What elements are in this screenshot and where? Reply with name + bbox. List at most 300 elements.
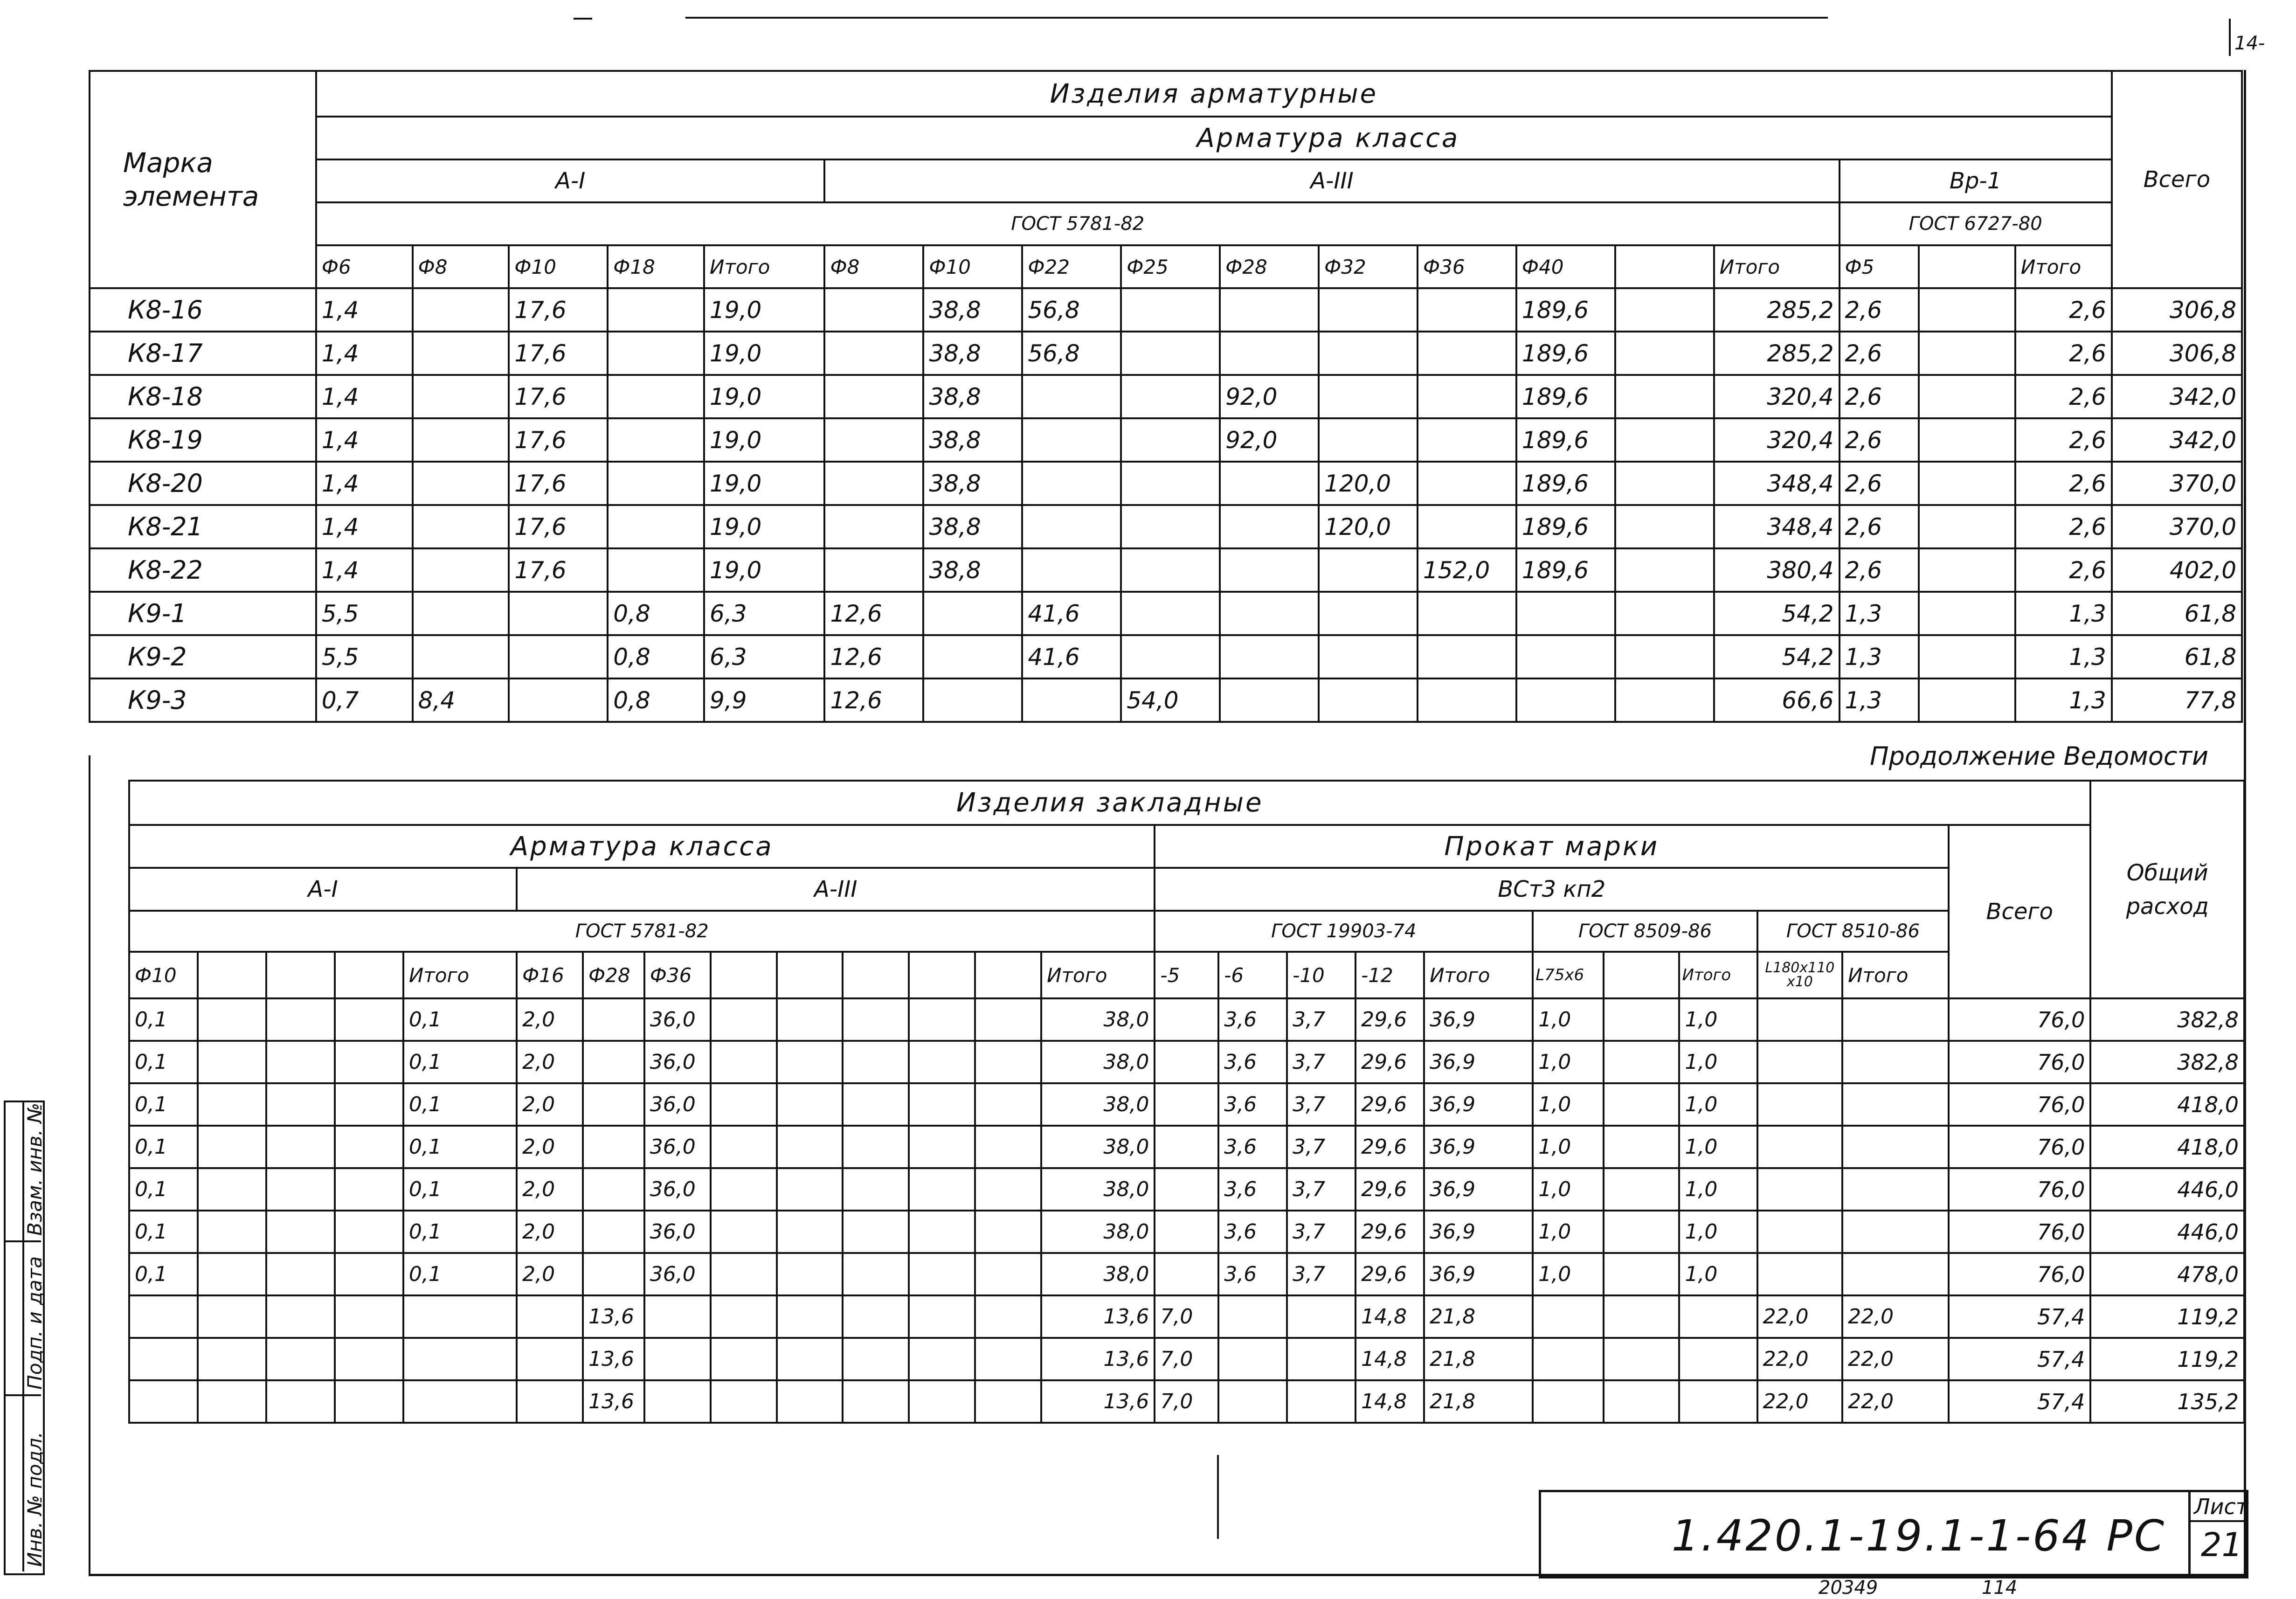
table-cell [909, 1380, 975, 1423]
table-cell [1842, 998, 1949, 1041]
col-header: Ф10 [923, 245, 1022, 288]
table-cell [413, 288, 509, 332]
table-cell: 1,0 [1533, 1126, 1604, 1168]
table-cell: 189,6 [1516, 375, 1615, 418]
table-cell [413, 418, 509, 462]
table-cell: 1,0 [1533, 1253, 1604, 1295]
table-cell [266, 1338, 335, 1380]
table-cell [1121, 635, 1220, 678]
table-cell: 3,7 [1287, 1083, 1355, 1126]
table-cell: 120,0 [1319, 505, 1418, 548]
table-cell [843, 1083, 909, 1126]
table-cell [1218, 1380, 1287, 1423]
table-cell [824, 548, 923, 592]
table-cell [1604, 1041, 1679, 1083]
table-cell: 12,6 [824, 592, 923, 635]
table-cell [1319, 418, 1418, 462]
table-cell [335, 1380, 403, 1423]
table-cell [1757, 998, 1842, 1041]
table-cell: 2,0 [517, 1168, 583, 1211]
element-mark: К8-21 [90, 505, 316, 548]
table-cell [1022, 375, 1121, 418]
row-total: 57,4 [1949, 1295, 2090, 1338]
table-cell [517, 1295, 583, 1338]
col-header: Итого [2015, 245, 2112, 288]
table-cell [1919, 332, 2015, 375]
table-cell: 0,1 [403, 1083, 517, 1126]
rolled-label: Прокат марки [1155, 825, 1949, 868]
table-cell [1155, 1083, 1218, 1126]
table-cell [975, 1295, 1041, 1338]
table-cell [266, 1083, 335, 1126]
table-cell: 36,9 [1424, 998, 1533, 1041]
table-cell [1679, 1380, 1757, 1423]
col-header: Ф25 [1121, 245, 1220, 288]
top-group-a1: А-I [316, 159, 825, 202]
table-cell [824, 462, 923, 505]
table-cell: 29,6 [1355, 1083, 1424, 1126]
table-cell [1604, 1126, 1679, 1168]
stamp-sheet-sep [2188, 1520, 2246, 1522]
col-header: -12 [1355, 952, 1424, 998]
table-cell [1220, 505, 1319, 548]
table-cell [1220, 332, 1319, 375]
table-cell [711, 1126, 777, 1168]
table-cell: 38,0 [1041, 1253, 1155, 1295]
table-cell [335, 1211, 403, 1253]
col-header: Ф16 [517, 952, 583, 998]
table-cell [198, 1295, 266, 1338]
table-cell: 19,0 [704, 332, 824, 375]
table-cell [1319, 288, 1418, 332]
table-cell [1121, 462, 1220, 505]
table-cell: 2,6 [2015, 462, 2112, 505]
table-cell: 19,0 [704, 462, 824, 505]
col-header [777, 952, 843, 998]
table-cell [843, 1380, 909, 1423]
top-border-line-short [574, 18, 592, 20]
table-cell [266, 1211, 335, 1253]
table-cell: 0,1 [403, 1126, 517, 1168]
table-cell: 92,0 [1220, 375, 1319, 418]
table-cell [517, 1380, 583, 1423]
col-header: -10 [1287, 952, 1355, 998]
table-cell [413, 375, 509, 418]
table-cell [583, 998, 644, 1041]
table-cell: 13,6 [1041, 1338, 1155, 1380]
table-cell [1919, 462, 2015, 505]
table-cell [909, 1295, 975, 1338]
table-cell: 17,6 [509, 332, 608, 375]
col-header: Ф28 [583, 952, 644, 998]
table-cell [608, 375, 704, 418]
table-cell: 8,4 [413, 678, 509, 722]
table-row [90, 462, 2242, 505]
row-total: 76,0 [1949, 1168, 2090, 1211]
table-cell: 2,0 [517, 1083, 583, 1126]
table-cell: 36,0 [644, 1168, 711, 1211]
gost-19903: ГОСТ 19903-74 [1155, 911, 1533, 952]
table-cell [266, 1253, 335, 1295]
table-cell [335, 1126, 403, 1168]
table-cell: 3,7 [1287, 998, 1355, 1041]
table-cell: 36,0 [644, 1041, 711, 1083]
table-cell [1121, 505, 1220, 548]
table-cell [1615, 375, 1714, 418]
table-cell: 0,8 [608, 678, 704, 722]
table-cell [909, 998, 975, 1041]
element-mark: К8-16 [90, 288, 316, 332]
table-cell [1533, 1295, 1604, 1338]
table-cell [1533, 1380, 1604, 1423]
element-mark: К9-1 [90, 592, 316, 635]
table-cell [1757, 1211, 1842, 1253]
sheet-label: Лист [2194, 1494, 2248, 1519]
table-cell [608, 505, 704, 548]
table-cell: 348,4 [1714, 505, 1840, 548]
table-cell [1418, 505, 1516, 548]
stamp-sheet-divider [2188, 1492, 2191, 1576]
table-cell: 38,8 [923, 462, 1022, 505]
col-header: Ф32 [1319, 245, 1418, 288]
gost-8509: ГОСТ 8509-86 [1533, 911, 1757, 952]
col-header [843, 952, 909, 998]
table-cell [608, 332, 704, 375]
table-row [129, 1168, 2244, 1211]
table-cell [1121, 548, 1220, 592]
table-cell: 1,3 [2015, 592, 2112, 635]
table-cell [1615, 418, 1714, 462]
table-row [90, 375, 2242, 418]
col-header: Итого [704, 245, 824, 288]
row-total: 342,0 [2112, 418, 2242, 462]
table-cell: 7,0 [1155, 1295, 1218, 1338]
side-label-sign: Подп. и дата [23, 1256, 46, 1390]
row-grand-total: 119,2 [2090, 1338, 2244, 1380]
table-cell: 0,1 [403, 1168, 517, 1211]
table-cell: 1,3 [1840, 635, 1919, 678]
table-cell: 0,1 [129, 1041, 198, 1083]
table-cell [1615, 635, 1714, 678]
table-cell: 1,4 [316, 462, 413, 505]
table-cell [1757, 1126, 1842, 1168]
col-header: Ф22 [1022, 245, 1121, 288]
table-cell: 9,9 [704, 678, 824, 722]
table-cell: 1,0 [1679, 1041, 1757, 1083]
col-header: Ф28 [1220, 245, 1319, 288]
table-cell: 189,6 [1516, 332, 1615, 375]
table-cell [509, 678, 608, 722]
table-cell: 1,4 [316, 332, 413, 375]
row-total: 370,0 [2112, 505, 2242, 548]
table-cell: 120,0 [1319, 462, 1418, 505]
table-cell [644, 1338, 711, 1380]
table-cell [1218, 1295, 1287, 1338]
continuation-note: Продолжение Ведомости [1870, 741, 2209, 771]
top-group-vp: Вр-1 [1840, 159, 2112, 202]
table-cell [777, 1083, 843, 1126]
table-cell [1287, 1295, 1355, 1338]
table-cell [403, 1380, 517, 1423]
table-cell [413, 592, 509, 635]
col-header [1604, 952, 1679, 998]
table-cell [1418, 332, 1516, 375]
table-cell: 0,1 [129, 1083, 198, 1126]
table-cell [335, 998, 403, 1041]
table-cell: 41,6 [1022, 635, 1121, 678]
table-cell [335, 1338, 403, 1380]
table-cell: 19,0 [704, 418, 824, 462]
table-cell [1757, 1253, 1842, 1295]
table-cell: 38,0 [1041, 1126, 1155, 1168]
table-cell [975, 1041, 1041, 1083]
table-cell: 2,6 [1840, 505, 1919, 548]
table-cell: 2,6 [2015, 548, 2112, 592]
row-grand-total: 119,2 [2090, 1295, 2244, 1338]
table-cell: 2,0 [517, 998, 583, 1041]
table-cell [1919, 288, 2015, 332]
table-cell [1842, 1126, 1949, 1168]
table-cell [1418, 375, 1516, 418]
side-binding-sep [4, 1394, 41, 1396]
row-total: 306,8 [2112, 288, 2242, 332]
table-cell [1516, 635, 1615, 678]
table-cell: 348,4 [1714, 462, 1840, 505]
table-cell: 3,7 [1287, 1211, 1355, 1253]
row-grand-total: 382,8 [2090, 1041, 2244, 1083]
table-cell: 1,4 [316, 548, 413, 592]
table-cell [1615, 548, 1714, 592]
table-cell [777, 1380, 843, 1423]
table-cell: 38,8 [923, 288, 1022, 332]
table-cell [1155, 1126, 1218, 1168]
row-total: 306,8 [2112, 332, 2242, 375]
bottom-group-a3: А-III [517, 868, 1155, 911]
table-cell [1604, 1253, 1679, 1295]
table-cell: 2,6 [1840, 548, 1919, 592]
table-cell [198, 1126, 266, 1168]
table-cell: 36,9 [1424, 1126, 1533, 1168]
table-cell: 17,6 [509, 548, 608, 592]
table-cell: 3,6 [1218, 1126, 1287, 1168]
table-cell [1155, 1211, 1218, 1253]
table-cell [1757, 1168, 1842, 1211]
table-cell: 2,6 [1840, 332, 1919, 375]
table-cell [909, 1168, 975, 1211]
table-cell [1022, 418, 1121, 462]
side-label-inv: Инв. № подл. [23, 1432, 46, 1567]
col-header: Ф6 [316, 245, 413, 288]
table-cell: 0,1 [129, 1211, 198, 1253]
table-cell: 1,0 [1533, 1168, 1604, 1211]
table-cell: 19,0 [704, 375, 824, 418]
table-cell: 2,0 [517, 1253, 583, 1295]
top-column-headers [90, 245, 2242, 288]
table-cell: 54,2 [1714, 635, 1840, 678]
table-cell: 22,0 [1842, 1295, 1949, 1338]
table-cell: 36,0 [644, 1253, 711, 1295]
table-cell: 2,6 [2015, 505, 2112, 548]
table-cell [583, 1126, 644, 1168]
table-cell: 2,6 [2015, 375, 2112, 418]
row-grand-total: 382,8 [2090, 998, 2244, 1041]
table-cell [129, 1295, 198, 1338]
col-header: Итого [1714, 245, 1840, 288]
table-cell: 36,0 [644, 998, 711, 1041]
table-cell [1615, 678, 1714, 722]
row-total: 76,0 [1949, 1083, 2090, 1126]
table-cell: 5,5 [316, 592, 413, 635]
row-total: 342,0 [2112, 375, 2242, 418]
row-grand-total: 446,0 [2090, 1168, 2244, 1211]
col-header: Ф40 [1516, 245, 1615, 288]
table-cell: 2,6 [1840, 288, 1919, 332]
table-cell: 3,6 [1218, 1211, 1287, 1253]
table-cell: 1,0 [1679, 1083, 1757, 1126]
table-row [90, 635, 2242, 678]
top-gost-vp: ГОСТ 6727-80 [1840, 202, 2112, 245]
col-header: Ф10 [509, 245, 608, 288]
table-cell [413, 505, 509, 548]
row-total: 370,0 [2112, 462, 2242, 505]
col-header [1615, 245, 1714, 288]
table-row [129, 998, 2244, 1041]
table-cell: 0,1 [129, 1126, 198, 1168]
table-cell: 19,0 [704, 288, 824, 332]
table-cell [335, 1041, 403, 1083]
table-cell [777, 1168, 843, 1211]
table-cell [975, 1083, 1041, 1126]
table-cell [1319, 678, 1418, 722]
table-cell: 3,6 [1218, 1253, 1287, 1295]
table-cell: 2,6 [1840, 375, 1919, 418]
row-total: 61,8 [2112, 635, 2242, 678]
table-cell [266, 1380, 335, 1423]
table-cell [1919, 418, 2015, 462]
table-cell: 21,8 [1424, 1295, 1533, 1338]
table-cell: 189,6 [1516, 505, 1615, 548]
table-cell [824, 375, 923, 418]
table-row [90, 548, 2242, 592]
table-row [129, 1041, 2244, 1083]
table-cell: 21,8 [1424, 1338, 1533, 1380]
table-cell [711, 1380, 777, 1423]
table-cell [1919, 375, 2015, 418]
table-cell: 41,6 [1022, 592, 1121, 635]
table-cell [583, 1253, 644, 1295]
table-cell: 17,6 [509, 462, 608, 505]
table-cell [711, 1168, 777, 1211]
table-cell [777, 1126, 843, 1168]
table-cell [1022, 462, 1121, 505]
sheet-number: 21 [2201, 1526, 2243, 1564]
table-cell [1615, 288, 1714, 332]
top-table-body [90, 288, 2242, 722]
col-header: Ф5 [1840, 245, 1919, 288]
table-cell [975, 1126, 1041, 1168]
table-cell: 29,6 [1355, 998, 1424, 1041]
table-cell [1418, 635, 1516, 678]
top-group-a3: А-III [824, 159, 1839, 202]
table-cell [198, 1211, 266, 1253]
table-cell [1679, 1338, 1757, 1380]
table-cell [777, 1295, 843, 1338]
table-row [129, 1083, 2244, 1126]
reinforcement-title: Изделия арматурные [316, 71, 2112, 117]
table-cell: 320,4 [1714, 418, 1840, 462]
table-row [129, 1211, 2244, 1253]
table-cell: 2,6 [1840, 418, 1919, 462]
table-cell [1919, 678, 2015, 722]
table-cell [975, 1211, 1041, 1253]
table-cell [198, 1168, 266, 1211]
table-cell: 189,6 [1516, 288, 1615, 332]
table-cell: 0,1 [403, 1253, 517, 1295]
bottom-column-headers [129, 952, 2244, 998]
table-cell: 29,6 [1355, 1041, 1424, 1083]
table-cell [1615, 592, 1714, 635]
table-cell [909, 1253, 975, 1295]
table-cell [1220, 592, 1319, 635]
table-cell: 2,0 [517, 1211, 583, 1253]
table-cell [266, 1168, 335, 1211]
bottom-class-label: Арматура класса [129, 825, 1155, 868]
table-cell: 66,6 [1714, 678, 1840, 722]
row-total: 76,0 [1949, 1041, 2090, 1083]
table-cell: 38,8 [923, 505, 1022, 548]
table-cell: 36,9 [1424, 1211, 1533, 1253]
table-cell [129, 1380, 198, 1423]
table-cell: 36,9 [1424, 1168, 1533, 1211]
table-cell [1319, 635, 1418, 678]
table-cell: 3,6 [1218, 1083, 1287, 1126]
table-cell [1615, 505, 1714, 548]
table-cell: 6,3 [704, 635, 824, 678]
table-cell: 3,6 [1218, 1168, 1287, 1211]
table-cell: 1,4 [316, 288, 413, 332]
table-cell [583, 1041, 644, 1083]
row-grand-total: 135,2 [2090, 1380, 2244, 1423]
table-cell [1319, 592, 1418, 635]
table-cell: 152,0 [1418, 548, 1516, 592]
table-cell [843, 1168, 909, 1211]
table-cell [1220, 635, 1319, 678]
table-cell: 1,0 [1533, 1211, 1604, 1253]
table-cell [266, 1041, 335, 1083]
table-cell [583, 1083, 644, 1126]
table-cell [1418, 592, 1516, 635]
footer-mark: 114 [1982, 1577, 2018, 1599]
table-cell [1842, 1253, 1949, 1295]
table-cell: 22,0 [1757, 1380, 1842, 1423]
table-cell: 5,5 [316, 635, 413, 678]
table-cell [1022, 548, 1121, 592]
table-cell [1604, 998, 1679, 1041]
table-cell [1022, 505, 1121, 548]
table-cell: 13,6 [583, 1380, 644, 1423]
table-cell: 13,6 [583, 1338, 644, 1380]
table-cell: 13,6 [583, 1295, 644, 1338]
table-cell [1757, 1083, 1842, 1126]
table-cell [1220, 678, 1319, 722]
table-cell [824, 418, 923, 462]
table-cell: 2,6 [2015, 418, 2112, 462]
col-header [198, 952, 266, 998]
table-cell: 29,6 [1355, 1211, 1424, 1253]
table-cell: 22,0 [1757, 1338, 1842, 1380]
table-cell: 0,8 [608, 592, 704, 635]
table-cell [266, 1126, 335, 1168]
